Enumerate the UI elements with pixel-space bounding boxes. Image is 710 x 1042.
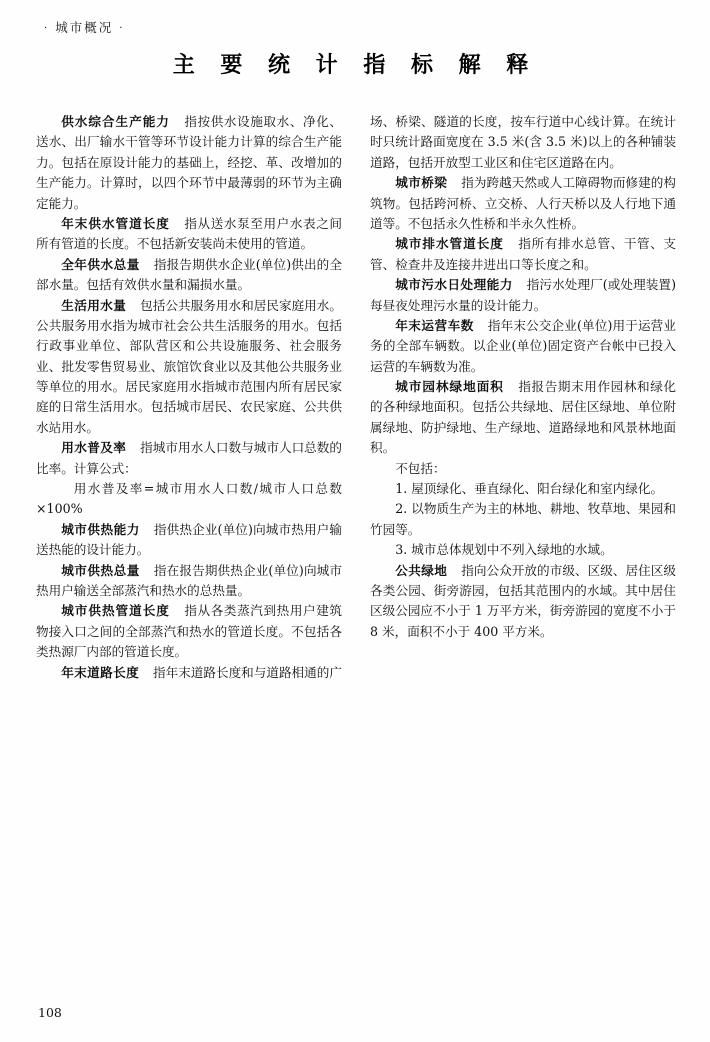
- list-item: [370, 540, 676, 560]
- paragraph-continuation: [370, 112, 676, 173]
- term-text: 指从送水泵至用户水表之间所有管道的长度。不包括新安装尚未使用的管道。: [36, 215, 342, 252]
- formula-text: 用水普及率=城市用水人口数/城市人口总数×100%: [36, 481, 342, 517]
- paragraph: [36, 438, 342, 479]
- paragraph: [36, 255, 342, 296]
- paragraph: [370, 173, 676, 234]
- paragraph: [370, 561, 676, 643]
- running-head-text: 城市概况: [55, 20, 114, 35]
- term-text: 指按供水设施取水、净化、送水、出厂输水干管等环节设计能力计算的综合生产能力。包括在原设计能力的基础上，经挖、革、改增加的生产能力。计算时，以四个环节中最薄弱的环节为主确定能力。: [36, 114, 342, 211]
- term-label: 城市排水管道长度: [395, 236, 504, 252]
- term-label: 年末运营车数: [395, 317, 474, 333]
- paragraph: [36, 296, 342, 439]
- term-label: 供水综合生产能力: [61, 114, 170, 129]
- term-text: 指为跨越天然或人工障碍物而修建的构筑物。包括跨河桥、立交桥、人行天桥以及人行地下通道等。不包括永久性桥和半永久性桥。: [370, 175, 677, 231]
- term-text: 指所有排水总管、干管、支管、检查井及连接井进出口等长度之和。: [370, 236, 676, 272]
- term-label: 生活用水量: [61, 297, 127, 313]
- paragraph: [370, 377, 676, 459]
- list-item: [370, 479, 676, 499]
- paragraph: [36, 663, 342, 683]
- term-label: 城市污水日处理能力: [395, 277, 513, 293]
- term-label: 公共绿地: [395, 562, 448, 578]
- term-text: 包括公共服务用水和居民家庭用水。公共服务用水指为城市社会公共生活服务的用水。包括行政事业单位、部队营区和公共设施服务、社会服务业、批发零售贸易业、旅馆饮食业以及其他公共服务业等单位的用水。居民家庭用水指城市范围内所有居民家庭的日常生活用水。包括城市居民、农民家庭、公共供水站用水。: [36, 297, 343, 435]
- term-text: 指在报告期供热企业(单位)向城市热用户输送全部蒸汽和热水的总热量。: [36, 562, 343, 598]
- term-text: 指污水处理厂(或处理装置)每昼夜处理污水量的设计能力。: [370, 277, 676, 313]
- term-text: 指报告期末用作园林和绿化的各种绿地面积。包括公共绿地、居住区绿地、单位附属绿地、防护绿地、生产绿地、道路绿地和风景林地面积。: [370, 379, 676, 456]
- term-label: 城市园林绿地面积: [395, 379, 504, 395]
- page-title: 主 要 统 计 指 标 解 释: [172, 52, 538, 78]
- term-label: 年末道路长度: [61, 664, 140, 680]
- paragraph: [370, 316, 676, 377]
- term-text: 指城市用水人口数与城市人口总数的比率。计算公式：: [36, 440, 343, 476]
- term-label: 全年供水总量: [61, 256, 140, 272]
- term-text: 指供热企业(单位)向城市热用户输送热能的设计能力。: [36, 521, 343, 558]
- list-intro: [370, 459, 676, 479]
- paragraph: [36, 112, 342, 214]
- term-text: 指报告期供水企业(单位)供出的全部水量。包括有效供水量和漏损水量。: [36, 256, 343, 293]
- term-label: 城市供热能力: [61, 521, 140, 537]
- term-label: 城市供热总量: [61, 562, 140, 578]
- continuation-text: 场、桥梁、隧道的长度，按车行道中心线计算。在统计时只统计路面宽度在 3.5 米(含 3.5 米)以上的各种铺装道路，包括开放型工业区和住宅区道路在内。: [370, 114, 676, 170]
- body-columns: [36, 112, 676, 683]
- paragraph: [36, 601, 342, 662]
- right-column: [370, 112, 676, 683]
- left-column: [36, 112, 342, 683]
- term-label: 年末供水管道长度: [61, 215, 170, 231]
- term-text: 指向公众开放的市级、区级、居住区级各类公园、街旁游园，包括其范围内的水域。其中居住区级公园应不小于 1 万平方米，街旁游园的宽度不小于 8 米，面积不小于 400 平方米。: [370, 562, 677, 639]
- list-intro-text: 不包括：: [395, 460, 446, 476]
- term-label: 城市供热管道长度: [61, 603, 170, 619]
- paragraph: [36, 561, 342, 602]
- running-head-dot-right: ·: [119, 23, 125, 34]
- paragraph: [370, 275, 676, 316]
- term-text: 指从各类蒸汽到热用户建筑物接入口之间的全部蒸汽和热水的管道长度。不包括各类热源厂内部的管道长度。: [36, 603, 342, 660]
- running-head-dot-left: ·: [44, 23, 50, 34]
- list-item-text: 2. 以物质生产为主的林地、耕地、牧草地、果园和竹园等。: [370, 501, 676, 537]
- paragraph: [370, 234, 676, 275]
- term-text: 指年末道路长度和与道路相通的广: [153, 664, 342, 680]
- list-item-text: 1. 屋顶绿化、垂直绿化、阳台绿化和室内绿化。: [395, 481, 664, 497]
- term-label: 用水普及率: [61, 440, 127, 456]
- term-label: 城市桥梁: [395, 175, 448, 191]
- paragraph: [36, 520, 342, 561]
- formula-line: [36, 479, 342, 520]
- running-head: [38, 18, 130, 36]
- list-item: [370, 499, 676, 540]
- list-item-text: 3. 城市总体规划中不列入绿地的水域。: [395, 542, 613, 558]
- paragraph: [36, 214, 342, 255]
- page-number: 108: [38, 1005, 62, 1020]
- term-text: 指年末公交企业(单位)用于运营业务的全部车辆数。以企业(单位)固定资产台帐中已投入运营的车辆数为准。: [370, 317, 677, 374]
